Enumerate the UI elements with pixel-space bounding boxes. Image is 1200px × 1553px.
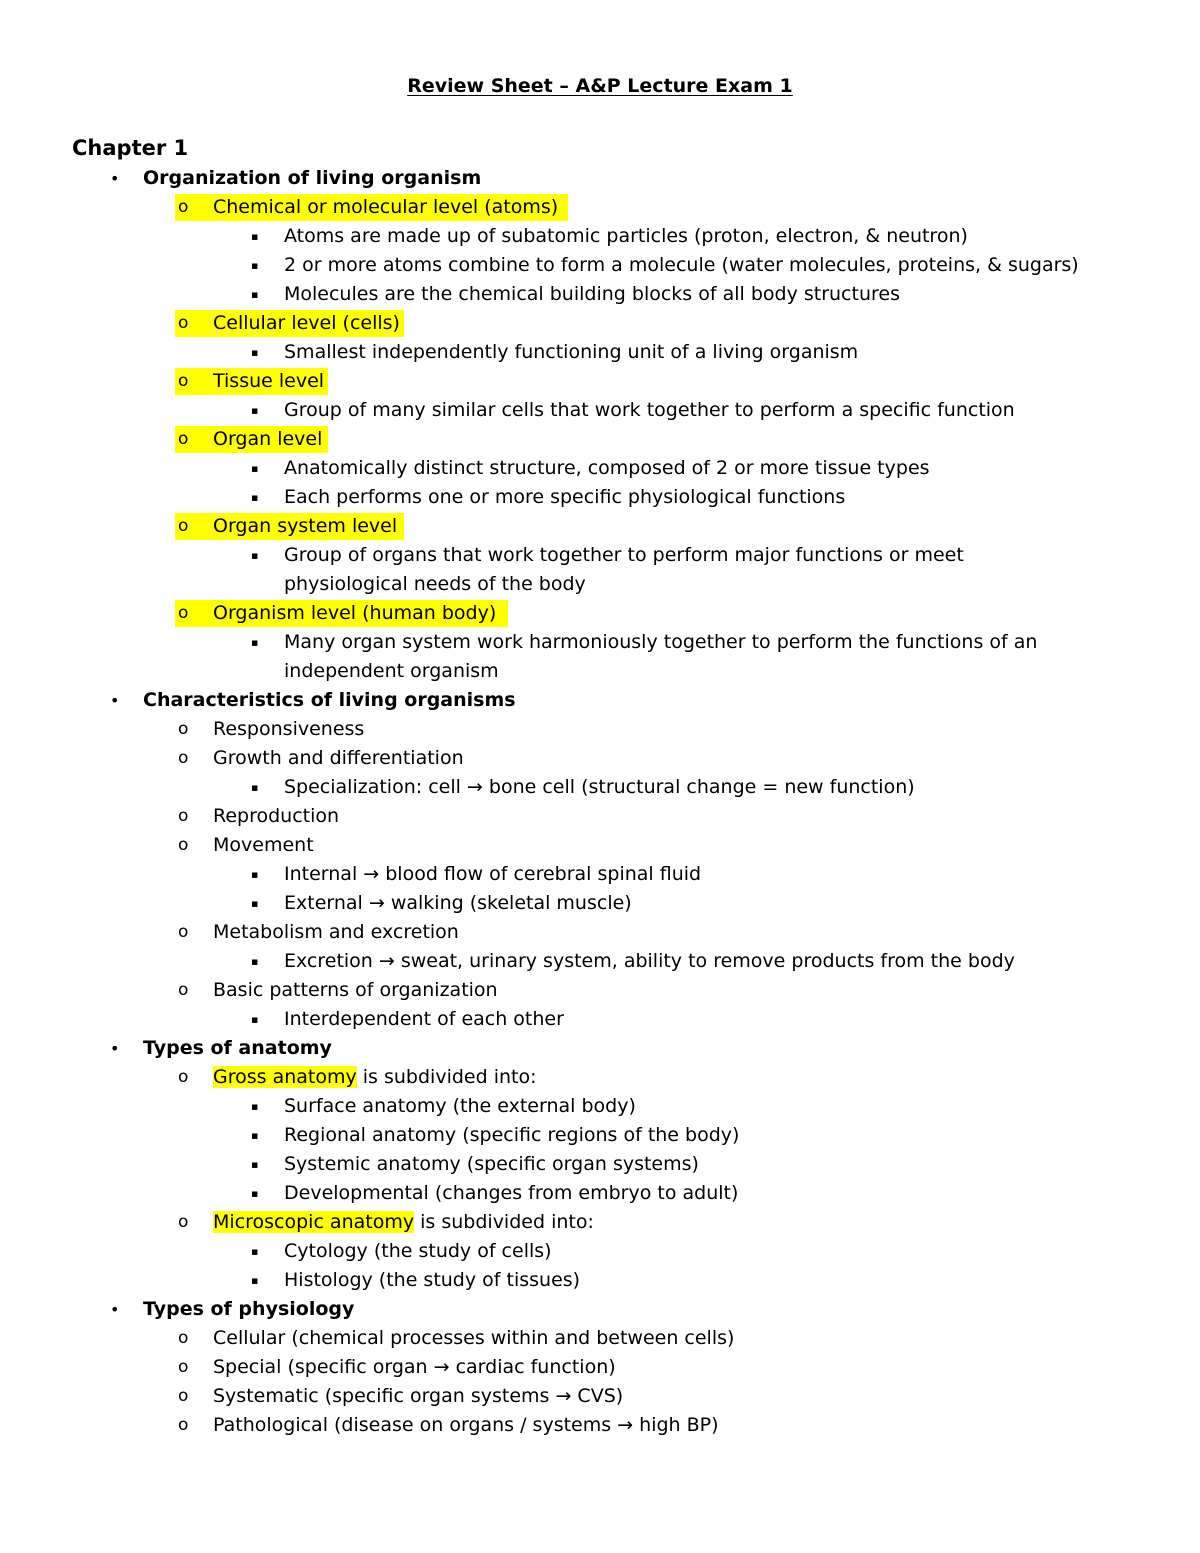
outline-item-level-3 — [0, 251, 1200, 280]
outline-item-level-2 — [0, 512, 1200, 541]
bullet-icon: ▪ — [251, 897, 259, 910]
outline-item-text: Growth and differentiation — [213, 747, 464, 769]
outline-item-text: Systematic (specific organ systems → CVS) — [213, 1385, 624, 1407]
outline-list — [0, 164, 1200, 1440]
outline-item-level-1 — [0, 1034, 1200, 1063]
outline-item-level-1 — [0, 164, 1200, 193]
outline-item-text: Chemical or molecular level (atoms) — [213, 196, 559, 218]
outline-item-text: 2 or more atoms combine to form a molecule (water molecules, proteins, & sugars) — [284, 254, 1079, 276]
bullet-icon: o — [178, 806, 189, 826]
outline-item-level-3 — [0, 454, 1200, 483]
outline-item-level-2 — [0, 918, 1200, 947]
outline-item-text: Group of many similar cells that work together to perform a specific function — [284, 399, 1015, 421]
outline-item-level-2 — [0, 1324, 1200, 1353]
outline-item-level-2 — [0, 425, 1200, 454]
bullet-icon: ▪ — [251, 868, 259, 881]
bullet-icon: ▪ — [251, 1100, 259, 1113]
bullet-icon: ▪ — [251, 955, 259, 968]
outline-item-text: Responsiveness — [213, 718, 365, 740]
outline-item-level-2 — [0, 715, 1200, 744]
outline-item-level-3 — [0, 1005, 1200, 1034]
bullet-icon: o — [178, 516, 189, 536]
outline-item-text: Special (specific organ → cardiac function) — [213, 1356, 616, 1378]
chapter-heading: Chapter 1 — [72, 136, 189, 160]
outline-item-level-3 — [0, 947, 1200, 976]
outline-item-level-2 — [0, 1063, 1200, 1092]
outline-item-level-2 — [0, 367, 1200, 396]
outline-item-text: Organism level (human body) — [213, 602, 497, 624]
bullet-icon: o — [178, 1357, 189, 1377]
outline-item-text: Types of anatomy — [143, 1037, 332, 1059]
outline-item-level-3 — [0, 396, 1200, 425]
bullet-icon: ▪ — [251, 1274, 259, 1287]
bullet-icon: o — [178, 313, 189, 333]
outline-item-text: Tissue level — [213, 370, 325, 392]
outline-item-text: Surface anatomy (the external body) — [284, 1095, 636, 1117]
outline-item-level-2 — [0, 831, 1200, 860]
bullet-icon: ▪ — [251, 1187, 259, 1200]
bullet-icon: o — [178, 1067, 189, 1087]
outline-item-level-3 — [0, 1121, 1200, 1150]
outline-item-text: Atoms are made up of subatomic particles (proton, electron, & neutron) — [284, 225, 968, 247]
bullet-icon: • — [110, 691, 120, 710]
outline-item-text: Cellular level (cells) — [213, 312, 400, 334]
outline-item-text: Smallest independently functioning unit of a living organism — [284, 341, 859, 363]
outline-item-text: Internal → blood flow of cerebral spinal fluid — [284, 863, 702, 885]
outline-item-text — [213, 1063, 537, 1092]
bullet-icon: ▪ — [251, 1245, 259, 1258]
bullet-icon: • — [110, 1039, 120, 1058]
outline-item-text: Specialization: cell → bone cell (structural change = new function) — [284, 776, 915, 798]
outline-item-level-3 — [0, 338, 1200, 367]
outline-item-text: Types of physiology — [143, 1298, 355, 1320]
outline-item-text: Organ system level — [213, 515, 398, 537]
bullet-icon: ▪ — [251, 404, 259, 417]
bullet-icon: ▪ — [251, 288, 259, 301]
outline-item-level-3 — [0, 1092, 1200, 1121]
outline-item-text: Reproduction — [213, 805, 340, 827]
bullet-icon: • — [110, 169, 120, 188]
outline-item-level-1 — [0, 1295, 1200, 1324]
bullet-icon: ▪ — [251, 346, 259, 359]
outline-item-level-3 — [0, 1266, 1200, 1295]
outline-item-level-2 — [0, 976, 1200, 1005]
bullet-icon: o — [178, 371, 189, 391]
bullet-icon: ▪ — [251, 781, 259, 794]
bullet-icon: ▪ — [251, 1129, 259, 1142]
outline-item-text: Group of organs that work together to perform major functions or meet physiological needs of the body — [284, 544, 964, 595]
outline-item-text: Cellular (chemical processes within and between cells) — [213, 1327, 735, 1349]
bullet-icon: ▪ — [251, 1013, 259, 1026]
bullet-icon: o — [178, 748, 189, 768]
outline-item-level-2 — [0, 1411, 1200, 1440]
bullet-icon: o — [178, 980, 189, 1000]
outline-item-level-3 — [0, 1237, 1200, 1266]
highlighted-term: Gross anatomy — [213, 1066, 357, 1088]
bullet-icon: o — [178, 1212, 189, 1232]
bullet-icon: o — [178, 922, 189, 942]
outline-item-text: Basic patterns of organization — [213, 979, 498, 1001]
bullet-icon: o — [178, 719, 189, 739]
outline-item-level-2 — [0, 744, 1200, 773]
outline-item-text: Pathological (disease on organs / systems → high BP) — [213, 1414, 719, 1436]
outline-item-text: Each performs one or more specific physiological functions — [284, 486, 846, 508]
outline-item-level-3 — [0, 541, 1200, 599]
outline-item-text: Regional anatomy (specific regions of the body) — [284, 1124, 740, 1146]
outline-item-text: Cytology (the study of cells) — [284, 1240, 552, 1262]
outline-item-level-3 — [0, 1150, 1200, 1179]
bullet-icon: ▪ — [251, 259, 259, 272]
outline-item-level-2 — [0, 599, 1200, 628]
outline-item-rest: is subdivided into: — [414, 1211, 594, 1233]
bullet-icon: ▪ — [251, 549, 259, 562]
outline-item-level-2 — [0, 1353, 1200, 1382]
bullet-icon: o — [178, 1328, 189, 1348]
outline-item-text: Many organ system work harmoniously together to perform the functions of an independent organism — [284, 631, 1038, 682]
bullet-icon: o — [178, 1386, 189, 1406]
outline-item-level-3 — [0, 280, 1200, 309]
outline-item-text: Movement — [213, 834, 314, 856]
outline-item-level-3 — [0, 1179, 1200, 1208]
bullet-icon: o — [178, 835, 189, 855]
bullet-icon: o — [178, 197, 189, 217]
outline-item-level-3 — [0, 860, 1200, 889]
outline-item-level-2 — [0, 309, 1200, 338]
outline-item-text: Developmental (changes from embryo to adult) — [284, 1182, 739, 1204]
bullet-icon: • — [110, 1300, 120, 1319]
bullet-icon: o — [178, 603, 189, 623]
outline-item-text: External → walking (skeletal muscle) — [284, 892, 632, 914]
bullet-icon: o — [178, 429, 189, 449]
outline-item-level-3 — [0, 628, 1200, 686]
outline-item-text: Excretion → sweat, urinary system, ability to remove products from the body — [284, 950, 1015, 972]
outline-item-level-2 — [0, 193, 1200, 222]
outline-item-text: Histology (the study of tissues) — [284, 1269, 581, 1291]
outline-item-level-3 — [0, 773, 1200, 802]
outline-item-level-2 — [0, 1382, 1200, 1411]
outline-item-text: Characteristics of living organisms — [143, 689, 516, 711]
outline-item-text: Systemic anatomy (specific organ systems) — [284, 1153, 699, 1175]
highlighted-term: Microscopic anatomy — [213, 1211, 415, 1233]
bullet-icon: ▪ — [251, 491, 259, 504]
bullet-icon: ▪ — [251, 636, 259, 649]
outline-item-level-3 — [0, 222, 1200, 251]
bullet-icon: o — [178, 1415, 189, 1435]
outline-item-level-1 — [0, 686, 1200, 715]
outline-item-text: Metabolism and excretion — [213, 921, 459, 943]
outline-item-level-3 — [0, 889, 1200, 918]
bullet-icon: ▪ — [251, 1158, 259, 1171]
outline-item-text — [213, 1208, 594, 1237]
bullet-icon: ▪ — [251, 230, 259, 243]
outline-item-text: Interdependent of each other — [284, 1008, 564, 1030]
outline-item-text: Molecules are the chemical building blocks of all body structures — [284, 283, 900, 305]
outline-item-text: Organ level — [213, 428, 323, 450]
page-title: Review Sheet – A&P Lecture Exam 1 — [407, 75, 793, 97]
outline-item-text: Anatomically distinct structure, composed of 2 or more tissue types — [284, 457, 930, 479]
outline-item-level-2 — [0, 1208, 1200, 1237]
outline-item-level-2 — [0, 802, 1200, 831]
outline-item-rest: is subdivided into: — [356, 1066, 537, 1088]
outline-item-level-3 — [0, 483, 1200, 512]
bullet-icon: ▪ — [251, 462, 259, 475]
outline-item-text: Organization of living organism — [143, 167, 482, 189]
